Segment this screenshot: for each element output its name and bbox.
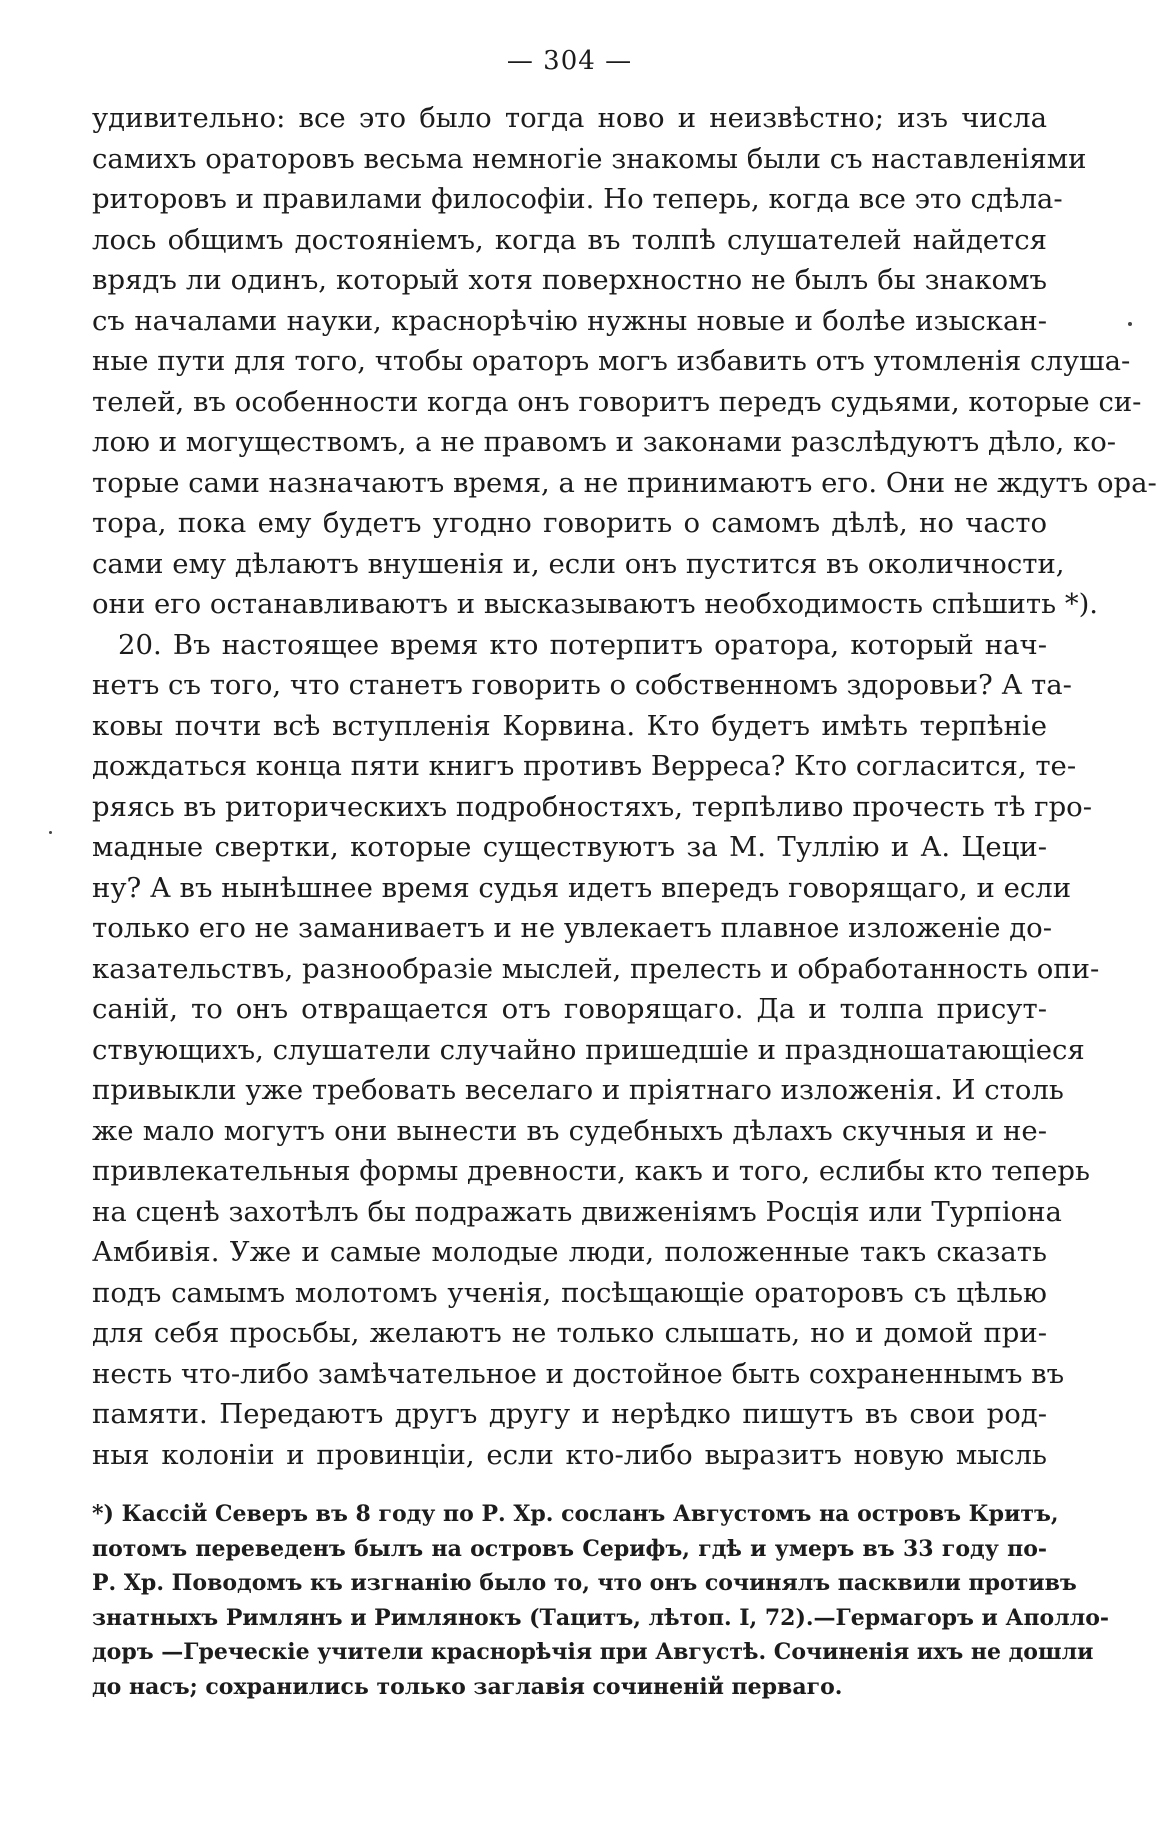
text-line: нетъ съ того, что станетъ говорить о собственномъ здоровьи? А та- xyxy=(92,669,1072,701)
text-line: несть что-либо замѣчательное и достойное быть сохраненнымъ въ xyxy=(92,1357,1065,1390)
text-line: только его не заманиваетъ и не увлекаетъ плавное изложеніе до- xyxy=(92,912,1053,944)
text-line: врядъ ли одинъ, который хотя поверхностно не былъ бы знакомъ xyxy=(92,264,1047,296)
text-line: подъ самымъ молотомъ ученія, посѣщающіе ораторовъ съ цѣлью xyxy=(92,1276,1047,1309)
footnote-line: потомъ переведенъ былъ на островъ Серифъ, гдѣ и умеръ въ 33 году по- xyxy=(92,1535,1047,1562)
text-line: саній, то онъ отвращается отъ говорящаго. Да и толпа присут- xyxy=(92,993,1047,1025)
text-line: риторовъ и правилами философіи. Но теперь, когда все это сдѣла- xyxy=(92,183,1063,215)
text-line: сами ему дѣлаютъ внушенія и, если онъ пустится въ околичности, xyxy=(92,547,1065,580)
text-line: тора, пока ему будетъ угодно говорить о самомъ дѣлѣ, но часто xyxy=(92,507,1047,539)
footnote-line: доръ —Греческіе учители краснорѣчія при Августѣ. Сочиненія ихъ не дошли xyxy=(92,1639,1094,1665)
text-line: же мало могутъ они вынести въ судебныхъ дѣлахъ скучныя и не- xyxy=(92,1114,1047,1147)
text-line: ствующихъ, слушатели случайно пришедшіе и праздношатающіеся xyxy=(92,1033,1085,1066)
text-line: телей, въ особенности когда онъ говоритъ передъ судьями, которые си- xyxy=(92,385,1142,418)
text-line: самихъ ораторовъ весьма немногіе знакомы были съ наставленіями xyxy=(92,142,1087,175)
text-line: ковы почти всѣ вступленія Корвина. Кто будетъ имѣть терпѣніе xyxy=(92,709,1047,742)
text-line: привыкли уже требовать веселаго и пріятнаго изложенія. И столь xyxy=(92,1074,1064,1106)
text-line: памяти. Передаютъ другъ другу и нерѣдко пишутъ въ свои род- xyxy=(92,1398,1047,1430)
text-line: ныя колоніи и провинціи, если кто-либо выразитъ новую мысль xyxy=(92,1438,1047,1471)
text-line: лою и могуществомъ, а не правомъ и законами разслѣдуютъ дѣло, ко- xyxy=(92,426,1117,458)
text-line: на сценѣ захотѣлъ бы подражать движеніямъ Росція или Турпіона xyxy=(92,1195,1062,1228)
print-speck xyxy=(1128,322,1132,326)
book-page xyxy=(92,44,1157,1704)
text-line: ряясь въ риторическихъ подробностяхъ, терпѣливо прочесть тѣ гро- xyxy=(92,790,1093,823)
text-line: казательствъ, разнообразіе мыслей, прелесть и обработанность опи- xyxy=(92,952,1100,985)
text-line: ну? А въ нынѣшнее время судья идетъ впередъ говорящаго, и если xyxy=(92,871,1072,904)
text-line: для себя просьбы, желаютъ не только слышать, но и домой при- xyxy=(92,1317,1047,1349)
footnote-line: *) Кассій Северъ въ 8 году по Р. Хр. сосланъ Августомъ на островъ Критъ, xyxy=(92,1501,1059,1527)
text-line: дождаться конца пяти книгъ противъ Верреса? Кто согласится, те- xyxy=(92,750,1077,782)
footnote-line: Р. Хр. Поводомъ къ изгнанію было то, что онъ сочинялъ пасквили противъ xyxy=(92,1570,1077,1596)
print-speck xyxy=(49,831,52,834)
page-number: — 304 — xyxy=(506,46,633,76)
text-line: ные пути для того, чтобы ораторъ могъ избавить отъ утомленія слуша- xyxy=(92,345,1131,377)
text-line: удивительно: все это было тогда ново и неизвѣстно; изъ числа xyxy=(92,102,1047,134)
text-line: они его останавливаютъ и высказываютъ необходимость спѣшить *). xyxy=(92,588,1099,620)
text-line: Амбивія. Уже и самые молодые люди, положенные такъ сказать xyxy=(92,1236,1047,1268)
text-line: торые сами назначаютъ время, а не принимаютъ его. Они не ждутъ ора- xyxy=(92,466,1157,499)
footnote-line: знатныхъ Римлянъ и Римлянокъ (Тацитъ, лѣтоп. I, 72).—Гермагоръ и Аполло- xyxy=(92,1604,1110,1631)
footnote-line: до насъ; сохранились только заглавія сочиненій перваго. xyxy=(92,1673,843,1700)
text-line: съ началами науки, краснорѣчію нужны новые и болѣе изыскан- xyxy=(92,304,1047,337)
text-line: мадные свертки, которые существуютъ за М. Туллію и А. Цеци- xyxy=(92,831,1047,863)
text-line: привлекательныя формы древности, какъ и того, еслибы кто теперь xyxy=(92,1155,1090,1187)
footnote xyxy=(92,1497,1110,1704)
paragraph-start-line: 20. Въ настоящее время кто потерпитъ оратора, который нач- xyxy=(118,628,1047,661)
text-line: лось общимъ достояніемъ, когда въ толпѣ слушателей найдется xyxy=(92,223,1047,256)
main-text xyxy=(92,98,1157,1475)
